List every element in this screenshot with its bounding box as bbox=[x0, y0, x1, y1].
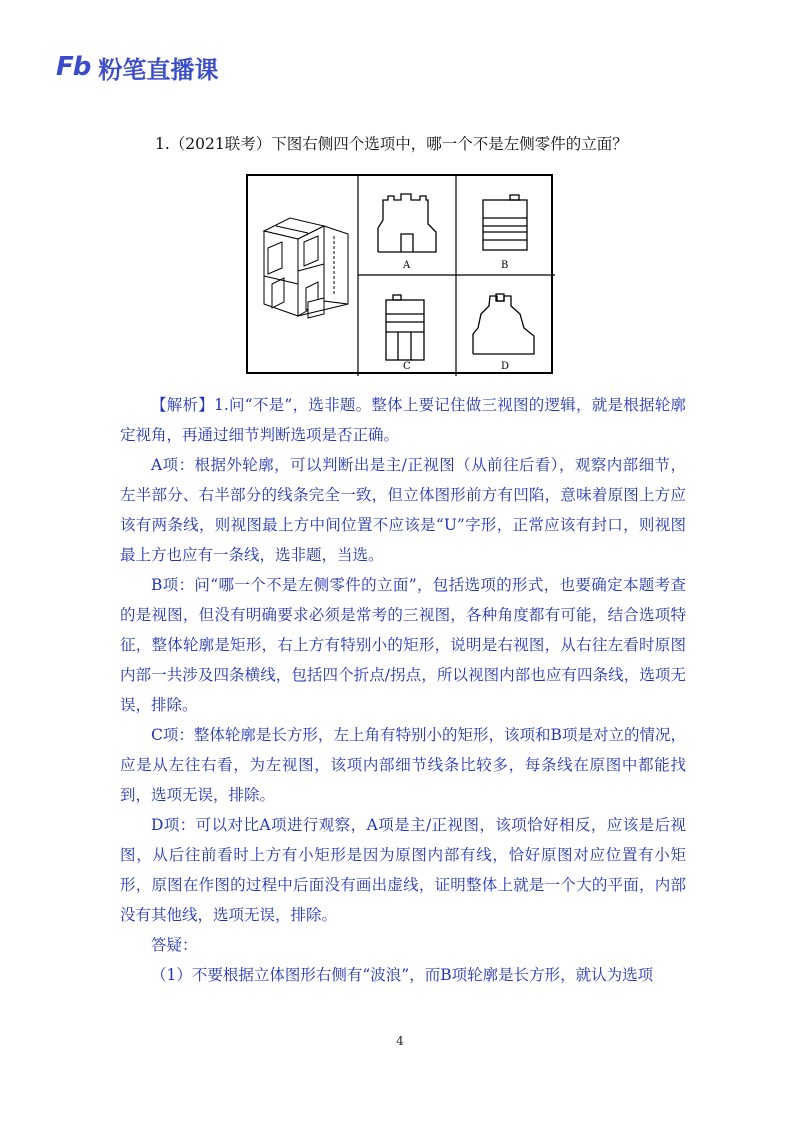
logo-text: 粉笔直播课 bbox=[98, 55, 219, 84]
brand-logo bbox=[56, 50, 218, 84]
analysis-section bbox=[120, 390, 686, 990]
option-d-drawing bbox=[473, 294, 534, 354]
figure-drawing bbox=[248, 176, 555, 376]
option-d-label: D bbox=[501, 361, 510, 372]
analysis-option-b: B项：问“哪一个不是左侧零件的立面”，包括选项的形式，也要确定本题考查的是视图，但没有明确要求必须是常考的三视图，各种角度都有可能，结合选项特征，整体轮廓是矩形，右上方有特别小的矩形，说明是右视图，从右往左看时原图内部一共涉及四条横线，包括四个折点/拐点，所以视图内部也应有四条线，选项无误，排除。 bbox=[120, 576, 686, 714]
faq-item-1: （1）不要根据立体图形右侧有“波浪”，而B项轮廓是长方形，就认为选项 bbox=[151, 966, 654, 984]
page-number: 4 bbox=[396, 1034, 404, 1048]
option-b-drawing bbox=[483, 195, 527, 250]
analysis-option-c: C项：整体轮廓是长方形，左上角有特别小的矩形，该项和B项是对立的情况，应是从左往右看，为左视图，该项内部细节线条比较多，每条线在原图中都能找到，选项无误，排除。 bbox=[120, 726, 686, 804]
option-a-label: A bbox=[403, 260, 411, 271]
option-b-label: B bbox=[501, 260, 509, 271]
logo-mark: Fb bbox=[56, 52, 91, 82]
analysis-intro: 【解析】1.问“不是”，选非题。整体上要记住做三视图的逻辑，就是根据轮廓定视角，再通过细节判断选项是否正确。 bbox=[120, 396, 686, 444]
isometric-part-drawing bbox=[264, 218, 348, 318]
analysis-option-d: D项：可以对比A项进行观察，A项是主/正视图，该项恰好相反，应该是后视图，从后往前看时上方有小矩形是因为原图内部有线，恰好原图对应位置有小矩形，原图在作图的过程中后面没有画出虚线，证明整体上就是一个大的平面，内部没有其他线，选项无误，排除。 bbox=[120, 816, 686, 924]
question-figure bbox=[246, 174, 553, 374]
option-c-label: C bbox=[403, 361, 411, 372]
question-text: 1.（2021联考）下图右侧四个选项中，哪一个不是左侧零件的立面？ bbox=[155, 135, 628, 153]
option-a-drawing bbox=[378, 194, 436, 252]
faq-heading: 答疑： bbox=[151, 936, 198, 954]
option-c-drawing bbox=[386, 295, 424, 360]
analysis-option-a: A项：根据外轮廓，可以判断出是主/正视图（从前往后看），观察内部细节，左半部分、右半部分的线条完全一致，但立体图形前方有凹陷，意味着原图上方应该有两条线，则视图最上方中间位置不应该是“U”字形，正常应该有封口，则视图最上方也应有一条线，选非题，当选。 bbox=[120, 456, 686, 564]
